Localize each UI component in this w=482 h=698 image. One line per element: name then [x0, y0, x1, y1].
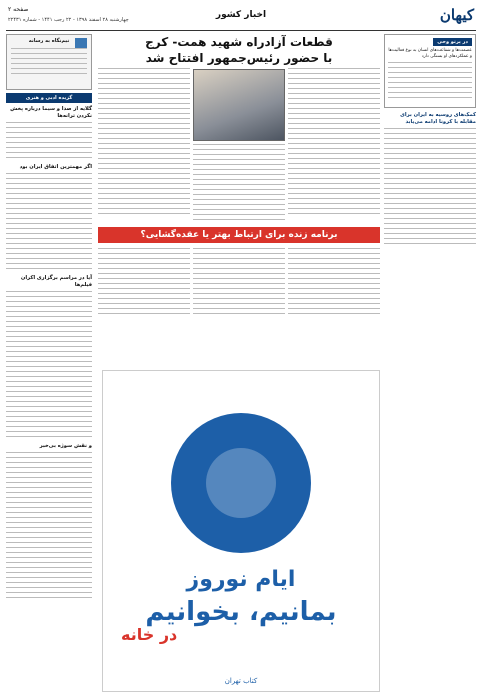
- verse-body-lines: [388, 62, 472, 102]
- page-number: صفحه ۲: [8, 6, 29, 13]
- media-box-title: نیم‌نگاه به رسانه: [28, 38, 70, 44]
- ad-line-1: ایام نوروز: [186, 567, 296, 592]
- media-box: [6, 34, 92, 90]
- second-columns: [98, 246, 380, 320]
- ad-line-3: در خانه: [121, 625, 178, 644]
- main-columns: [98, 66, 380, 224]
- left-lines-1: [6, 122, 92, 162]
- main-title-1: قطعات آزادراه شهید همت- کرج: [145, 35, 333, 49]
- left-lines-3: [6, 291, 92, 441]
- left-lines-2: [6, 173, 92, 273]
- left-lines-4: [6, 452, 92, 602]
- fish-bowl-illustration: [171, 413, 311, 553]
- verse-box-head: در پرتو وحی: [433, 38, 472, 46]
- russia-aid-lines: [384, 128, 476, 248]
- main-col-3: [98, 68, 190, 218]
- date-line: چهارشنبه ۲۸ اسفند ۱۳۹۸ - ۲۲ رجب ۱۴۴۱ - شماره ۲۲۴۳۱: [8, 17, 129, 23]
- second-col-2: [193, 248, 285, 318]
- ad-brand: کتاب تهران: [224, 677, 258, 685]
- main-photo: [193, 69, 285, 141]
- second-col-3: [98, 248, 190, 318]
- left-column: [6, 34, 92, 604]
- main-story: [98, 34, 380, 320]
- second-col-1: [288, 248, 380, 318]
- newspaper-logo: کیهان: [439, 6, 474, 24]
- nowruz-ad: [102, 370, 380, 692]
- left-headline-1: گلایه از صدا و سیما درباره پخش نکردن ترانه‌ها: [10, 106, 92, 119]
- main-col-2: [193, 144, 285, 222]
- left-headline-2: اگر مهمترین اتفاق ایران بود: [19, 164, 92, 170]
- right-column: [384, 34, 476, 250]
- tv-icon: [75, 38, 87, 48]
- russia-aid-headline: کمک‌های روسیه به ایران برای مقابله با کرونا ادامه می‌یابد: [400, 112, 476, 125]
- ad-line-2: بمانیم، بخوانیم: [145, 597, 337, 627]
- main-col-1: [288, 68, 380, 218]
- main-title-2: با حضور رئیس‌جمهور افتتاح شد: [145, 51, 333, 65]
- arts-bar: گزیده ادبی و هنری: [6, 93, 92, 103]
- page-header: [6, 6, 476, 31]
- fish-bowl-highlight: [206, 448, 276, 518]
- live-program-bar: برنامه زنده برای ارتباط بهتر یا عقده‌گشایی؟: [98, 227, 380, 243]
- left-headline-3: آیا در مراسم برگزاری اکران فیلم‌ها: [20, 275, 92, 288]
- verse-box-text: عصمت‌ها و شفاعت‌های انسان به نوع فعالیت‌ها و عملکردهای او بستگی دارد: [388, 48, 472, 59]
- media-box-lines: [11, 48, 87, 78]
- verse-box: [384, 34, 476, 108]
- left-headline-4: و نقش سوژه بی‌خبر: [39, 443, 92, 449]
- section-title: اخبار کشور: [215, 10, 267, 20]
